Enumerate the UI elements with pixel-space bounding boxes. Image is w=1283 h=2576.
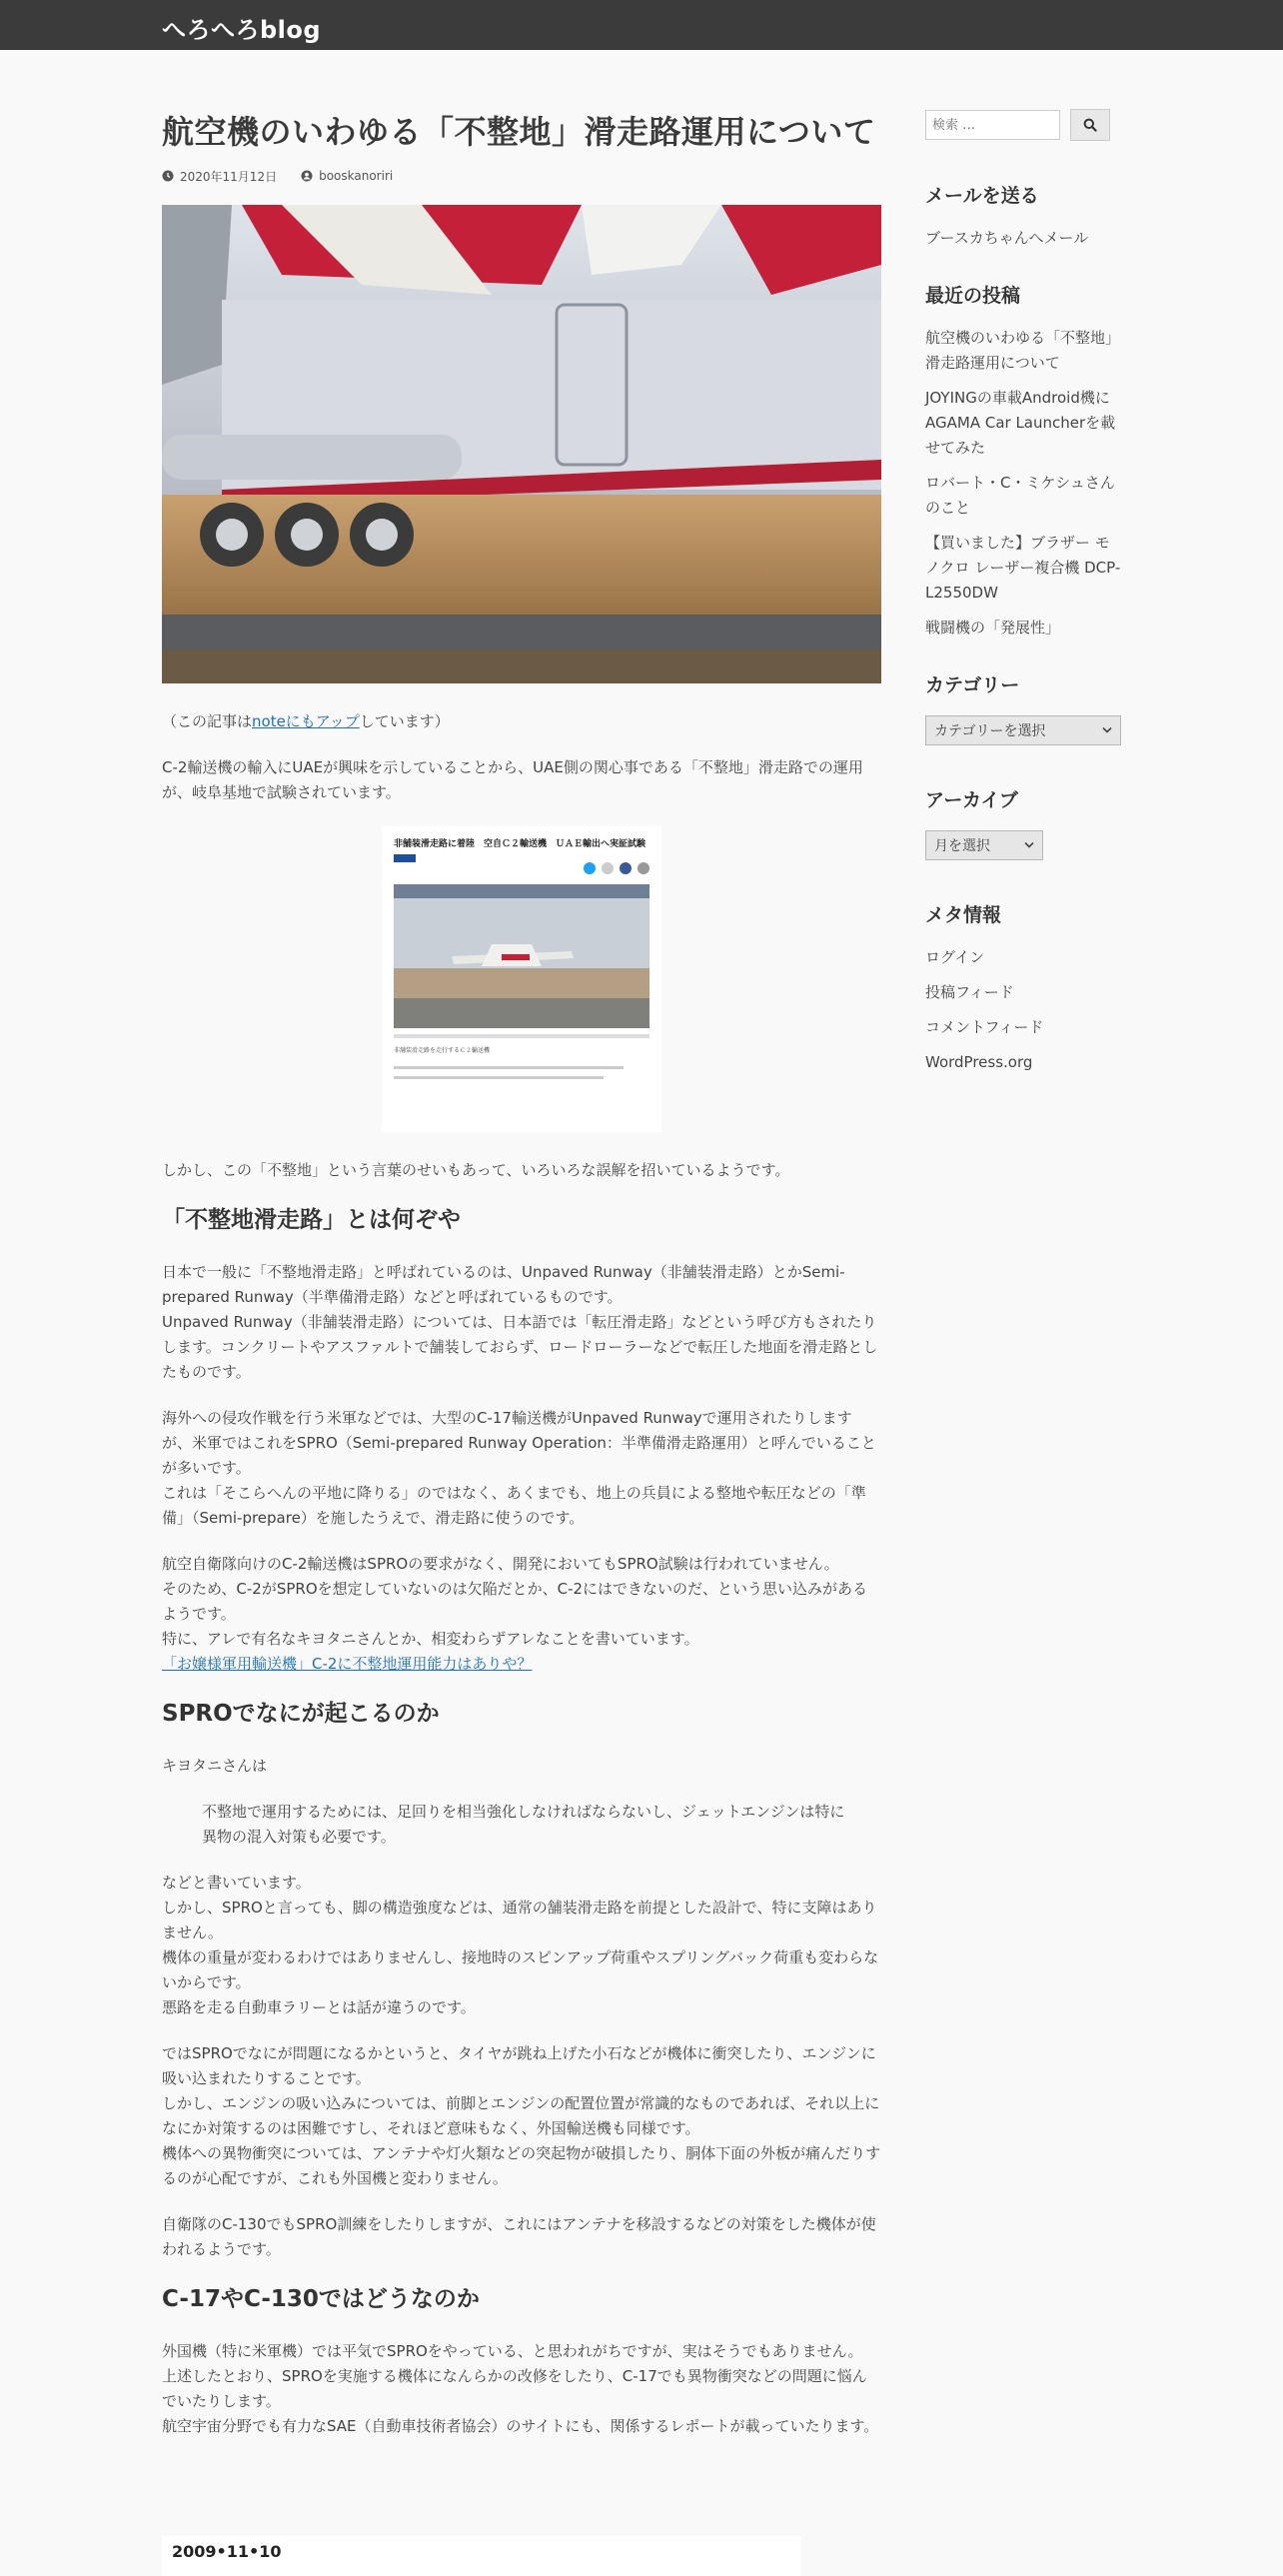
paragraph: 海外への侵攻作戦を行う米軍などでは、大型のC-17輸送機がUnpaved Runwayで運用されたりしますが、米軍ではこれをSPRO（Semi-prepared Runway Operation：半準備滑走路運用）と呼んでいることが多いです。 これは「そこらへんの平地に降りる」のではなく、あくまでも、地上の兵員による整地や転圧などの「準備」（Semi-prepare）を施したうえで、滑走路に使うのです。 <box>162 1408 876 1527</box>
mail-link[interactable]: ブースカちゃんへメール <box>925 229 1089 247</box>
post-content <box>162 709 881 2440</box>
clock-icon <box>162 170 174 182</box>
widget-title: カテゴリー <box>925 674 1020 696</box>
archive-widget <box>925 785 1121 860</box>
recent-post-link[interactable]: 航空機のいわゆる「不整地」滑走路運用について <box>925 329 1121 372</box>
category-select[interactable] <box>925 715 1121 745</box>
meta-link[interactable]: WordPress.org <box>925 1053 1033 1071</box>
post-date[interactable]: 2020年11月12日 <box>180 169 278 184</box>
user-icon <box>301 170 313 182</box>
recent-post-link[interactable]: JOYINGの車載Android機にAGAMA Car Launcherを載せてみた <box>925 389 1116 457</box>
main-content <box>162 50 881 2460</box>
post-author[interactable]: booskanoriri <box>319 169 394 184</box>
recent-post-link[interactable]: 戦闘機の「発展性」 <box>925 619 1061 637</box>
paragraph: などと書いています。 しかし、SPROと言っても、脚の構造強度などは、通常の舗装滑走路を前提とした設計で、特に支障はありません。 機体の重量が変わるわけではありませんし、接地時のスピンアップ荷重やスプリングバック荷重も変わらないからです。 悪路を走る自動車ラリーとは話が違うのです。 <box>162 1873 879 2016</box>
note-link[interactable]: noteにもアップ <box>252 711 360 730</box>
post-title: 航空機のいわゆる「不整地」滑走路運用について <box>162 113 876 151</box>
site-title[interactable]: へろへろblog <box>162 16 322 44</box>
search-icon <box>1083 118 1097 132</box>
paragraph: キヨタニさんは <box>162 1756 268 1775</box>
news-caption: 非舗装滑走路を走行するＣ２輸送機 <box>394 1046 491 1054</box>
paragraph: ではSPROでなにが問題になるかというと、タイヤが跳ね上げた小石などが機体に衝突したり、エンジンに吸い込まれたりすることです。 しかし、エンジンの吸い込みについては、前脚とエンジンの配置位置が常識的なものであれば、それ以上になにか対策するのは困難ですし、それほど意味もなく、外国輸送機も同様です。 機体への異物衝突については、アンテナや灯火類などの突起物が破損したり、胴体下面の外板が痛んだりするのが心配ですが、これも外国機と変わりません。 <box>162 2043 881 2187</box>
paragraph: 自衛隊のC-130でもSPRO訓練をしたりしますが、これにはアンテナを移設するなどの対策をした機体が使われるようです。 <box>162 2214 876 2258</box>
recent-post-link[interactable]: ロバート・C・ミケシュさんのこと <box>925 474 1115 517</box>
news-screenshot-image <box>382 826 661 1132</box>
archive-select-value: 月を選択 <box>934 838 990 854</box>
category-widget <box>925 670 1121 745</box>
paragraph: しかし、この「不整地」という言葉のせいもあって、いろいろな誤解を招いているようです。 <box>162 1160 790 1179</box>
widget-title: メールを送る <box>925 185 1039 207</box>
intro-paragraph: （この記事はnoteにもアップしています） <box>162 711 450 730</box>
hero-image <box>162 205 881 683</box>
sidebar <box>925 50 1121 1085</box>
recent-posts-widget <box>925 281 1121 641</box>
mail-widget <box>925 181 1121 251</box>
news-headline: 非舗装滑走路に着陸 空自Ｃ２輸送機 ＵＡＥ輸出へ実証試験 <box>394 838 646 849</box>
recent-post-link[interactable]: 【買いました】ブラザー モノクロ レーザー複合機 DCP-L2550DW <box>925 534 1121 602</box>
post-meta <box>162 168 881 185</box>
category-select-value: カテゴリーを選択 <box>934 723 1046 739</box>
archive-select[interactable] <box>925 830 1043 860</box>
search-input[interactable] <box>925 110 1060 140</box>
section-heading: 「不整地滑走路」とは何ぞや <box>162 1206 461 1233</box>
chevron-down-icon <box>1024 841 1034 849</box>
chevron-down-icon <box>1102 726 1112 734</box>
paragraph: 外国機（特に米軍機）では平気でSPROをやっている、と思われがちですが、実はそうでもありません。 上述したとおり、SPROを実施する機体になんらかの改修をしたり、C-17でも異物衝突などの問題に悩んでいたりします。 航空宇宙分野でも有力なSAE（自動車技術者協会）のサイトにも、関係するレポートが載っていたります。 <box>162 2342 879 2436</box>
report-screenshot-image <box>162 2536 801 2576</box>
section-heading: C-17やC-130ではどうなのか <box>162 2285 480 2312</box>
widget-title: 最近の投稿 <box>925 285 1021 307</box>
report-date: 2009•11•10 <box>172 2542 282 2561</box>
search-button[interactable] <box>1070 109 1110 141</box>
paragraph: 日本で一般に「不整地滑走路」と呼ばれているのは、Unpaved Runway（非舗装滑走路）とかSemi-prepared Runway（半準備滑走路）などと呼ばれているものです。 Unpaved Runway（非舗装滑走路）については、日本語では「転圧滑走路」などという呼び方もされたりします。コンクリートやアスファルトで舗装しておらず、ロードローラーなどで転圧した地面を滑走路としたものです。 <box>162 1262 878 1381</box>
section-heading: SPROでなにが起こるのか <box>162 1700 440 1727</box>
blockquote: 不整地で運用するためには、足回りを相当強化しなければならないし、ジェットエンジンは特に異物の混入対策も必要です。 <box>202 1802 845 1846</box>
widget-title: アーカイブ <box>925 789 1018 811</box>
paragraph: C-2輸送機の輸入にUAEが興味を示していることから、UAE側の関心事である「不整地」滑走路での運用が、岐阜基地で試験されています。 <box>162 757 863 801</box>
meta-link[interactable]: ログイン <box>925 948 985 966</box>
meta-link[interactable]: 投稿フィード <box>925 983 1014 1001</box>
meta-link[interactable]: コメントフィード <box>925 1018 1044 1036</box>
meta-widget <box>925 900 1121 1075</box>
paragraph: 航空自衛隊向けのC-2輸送機はSPROの要求がなく、開発においてもSPRO試験は行われていません。 そのため、C-2がSPROを想定していないのは欠陥だとか、C-2にはできないのだ、という思い込みがあるようです。 特に、アレで有名なキヨタニさんとか、相変わらずアレなことを書いています。 「お嬢様軍用輸送機」C-2に不整地運用能力はありや？ <box>162 1554 868 1673</box>
site-header <box>0 0 1283 50</box>
search-form <box>925 109 1121 141</box>
widget-title: メタ情報 <box>925 904 1002 926</box>
kiyotani-article-link[interactable]: 「お嬢様軍用輸送機」C-2に不整地運用能力はありや？ <box>162 1654 533 1673</box>
